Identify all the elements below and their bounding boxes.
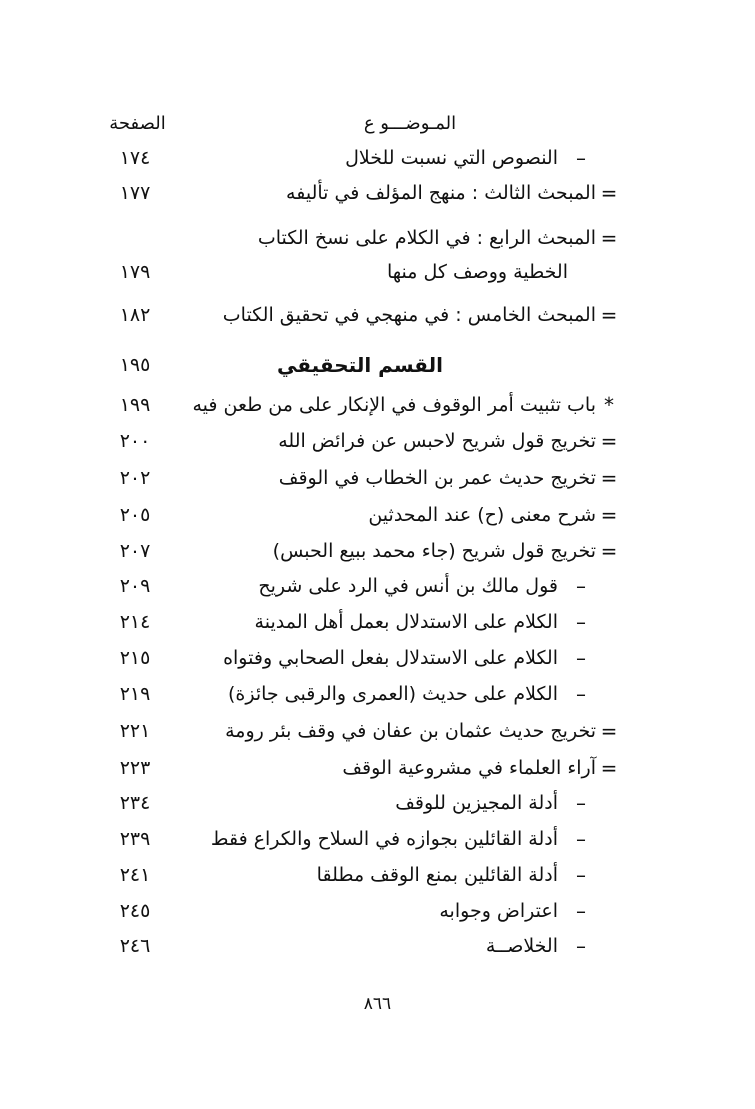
entry-title: الكلام على الاستدلال بفعل الصحابي وفتواه [223, 647, 558, 669]
entry-marker: – [576, 646, 586, 670]
entry-page: ٢٠٢ [119, 467, 151, 489]
entry-page: ٢٠٥ [119, 504, 151, 526]
entry-title: الكلام على الاستدلال بعمل أهل المدينة [254, 611, 558, 633]
toc-entry [100, 462, 620, 494]
entry-marker: – [576, 827, 586, 851]
toc-entry [100, 642, 620, 674]
toc-entry [100, 895, 620, 927]
page-column-header: الصفحة [109, 113, 166, 134]
entry-page: ٢٢١ [119, 720, 151, 742]
entry-title: تخريج حديث عثمان بن عفان في وقف بئر رومة [225, 720, 596, 742]
section-heading [100, 349, 620, 381]
toc-entry [100, 177, 620, 209]
entry-page: ٢٤٥ [119, 900, 151, 922]
entry-page: ١٧٧ [119, 182, 151, 204]
entry-title: تخريج قول شريح لاحبس عن فرائض الله [278, 430, 596, 452]
entry-title: قول مالك بن أنس في الرد على شريح [258, 575, 558, 597]
entry-marker: = [600, 503, 618, 527]
entry-marker: – [576, 863, 586, 887]
toc-entry-continuation [100, 256, 620, 288]
entry-page: ٢٠٠ [119, 430, 151, 452]
entry-title: تخريج حديث عمر بن الخطاب في الوقف [278, 467, 596, 489]
section-title: القسم التحقيقي [277, 353, 443, 377]
entry-title: أدلة القائلين بمنع الوقف مطلقا [316, 864, 558, 886]
entry-marker: – [576, 146, 586, 170]
entry-marker: = [600, 429, 618, 453]
entry-page: ١٨٢ [119, 304, 151, 326]
entry-marker: – [576, 682, 586, 706]
entry-page: ٢٠٧ [119, 540, 151, 562]
page-number-footer: ٨٦٦ [363, 994, 392, 1014]
entry-page: ٢١٤ [119, 611, 151, 633]
entry-marker: = [600, 181, 618, 205]
subject-column-header: المـوضـــو ع [363, 113, 457, 134]
entry-title: اعتراض وجوابه [439, 900, 558, 922]
toc-entry [100, 142, 620, 174]
toc-entry [100, 787, 620, 819]
entry-title: المبحث الرابع : في الكلام على نسخ الكتاب [257, 227, 596, 249]
entry-title: الكلام على حديث (العمرى والرقبى جائزة) [227, 683, 558, 705]
entry-page: ٢٣٩ [119, 828, 151, 850]
entry-marker: = [600, 539, 618, 563]
entry-marker: = [600, 303, 618, 327]
toc-entry [100, 389, 620, 421]
toc-entry [100, 823, 620, 855]
entry-page: ٢١٥ [119, 647, 151, 669]
entry-title: الخلاصــة [485, 935, 558, 957]
entry-marker: = [600, 226, 618, 250]
toc-entry [100, 678, 620, 710]
entry-title: المبحث الثالث : منهج المؤلف في تأليفه [286, 182, 596, 204]
entry-page: ١٩٩ [119, 394, 151, 416]
entry-page: ١٩٥ [119, 354, 151, 376]
entry-title: الخطية ووصف كل منها [386, 261, 568, 283]
entry-page: ٢١٩ [119, 683, 151, 705]
toc-entry [100, 425, 620, 457]
toc-header [100, 108, 620, 140]
entry-marker: = [600, 756, 618, 780]
toc-entry [100, 299, 620, 331]
toc-entry [100, 499, 620, 531]
entry-title: تخريج قول شريح (جاء محمد ببيع الحبس) [272, 540, 596, 562]
entry-page: ٢٣٤ [119, 792, 151, 814]
entry-marker: – [576, 610, 586, 634]
entry-title: النصوص التي نسبت للخلال [345, 147, 558, 169]
entry-title: شرح معنى (ح) عند المحدثين [368, 504, 596, 526]
entry-title: المبحث الخامس : في منهجي في تحقيق الكتاب [222, 304, 596, 326]
entry-page: ٢٢٣ [119, 757, 151, 779]
entry-title: أدلة القائلين بجوازه في السلاح والكراع فقط [210, 828, 558, 850]
toc-entry [100, 570, 620, 602]
toc-entry [100, 859, 620, 891]
entry-title: آراء العلماء في مشروعية الوقف [342, 757, 596, 779]
toc-entry [100, 535, 620, 567]
entry-marker: – [576, 574, 586, 598]
entry-marker: = [600, 466, 618, 490]
entry-page: ٢٤٦ [119, 935, 151, 957]
entry-marker: * [604, 393, 614, 417]
entry-page: ٢٠٩ [119, 575, 151, 597]
toc-entry [100, 222, 620, 254]
entry-page: ٢٤١ [119, 864, 151, 886]
entry-marker: = [600, 719, 618, 743]
toc-entry [100, 606, 620, 638]
entry-title: أدلة المجيزين للوقف [395, 792, 558, 814]
entry-marker: – [576, 934, 586, 958]
toc-entry [100, 930, 620, 962]
toc-entry [100, 715, 620, 747]
toc-entry [100, 752, 620, 784]
entry-title: باب تثبيت أمر الوقوف في الإنكار على من طعن فيه [192, 394, 596, 416]
entry-page: ١٧٩ [119, 261, 151, 283]
entry-marker: – [576, 899, 586, 923]
entry-marker: – [576, 791, 586, 815]
entry-page: ١٧٤ [119, 147, 151, 169]
